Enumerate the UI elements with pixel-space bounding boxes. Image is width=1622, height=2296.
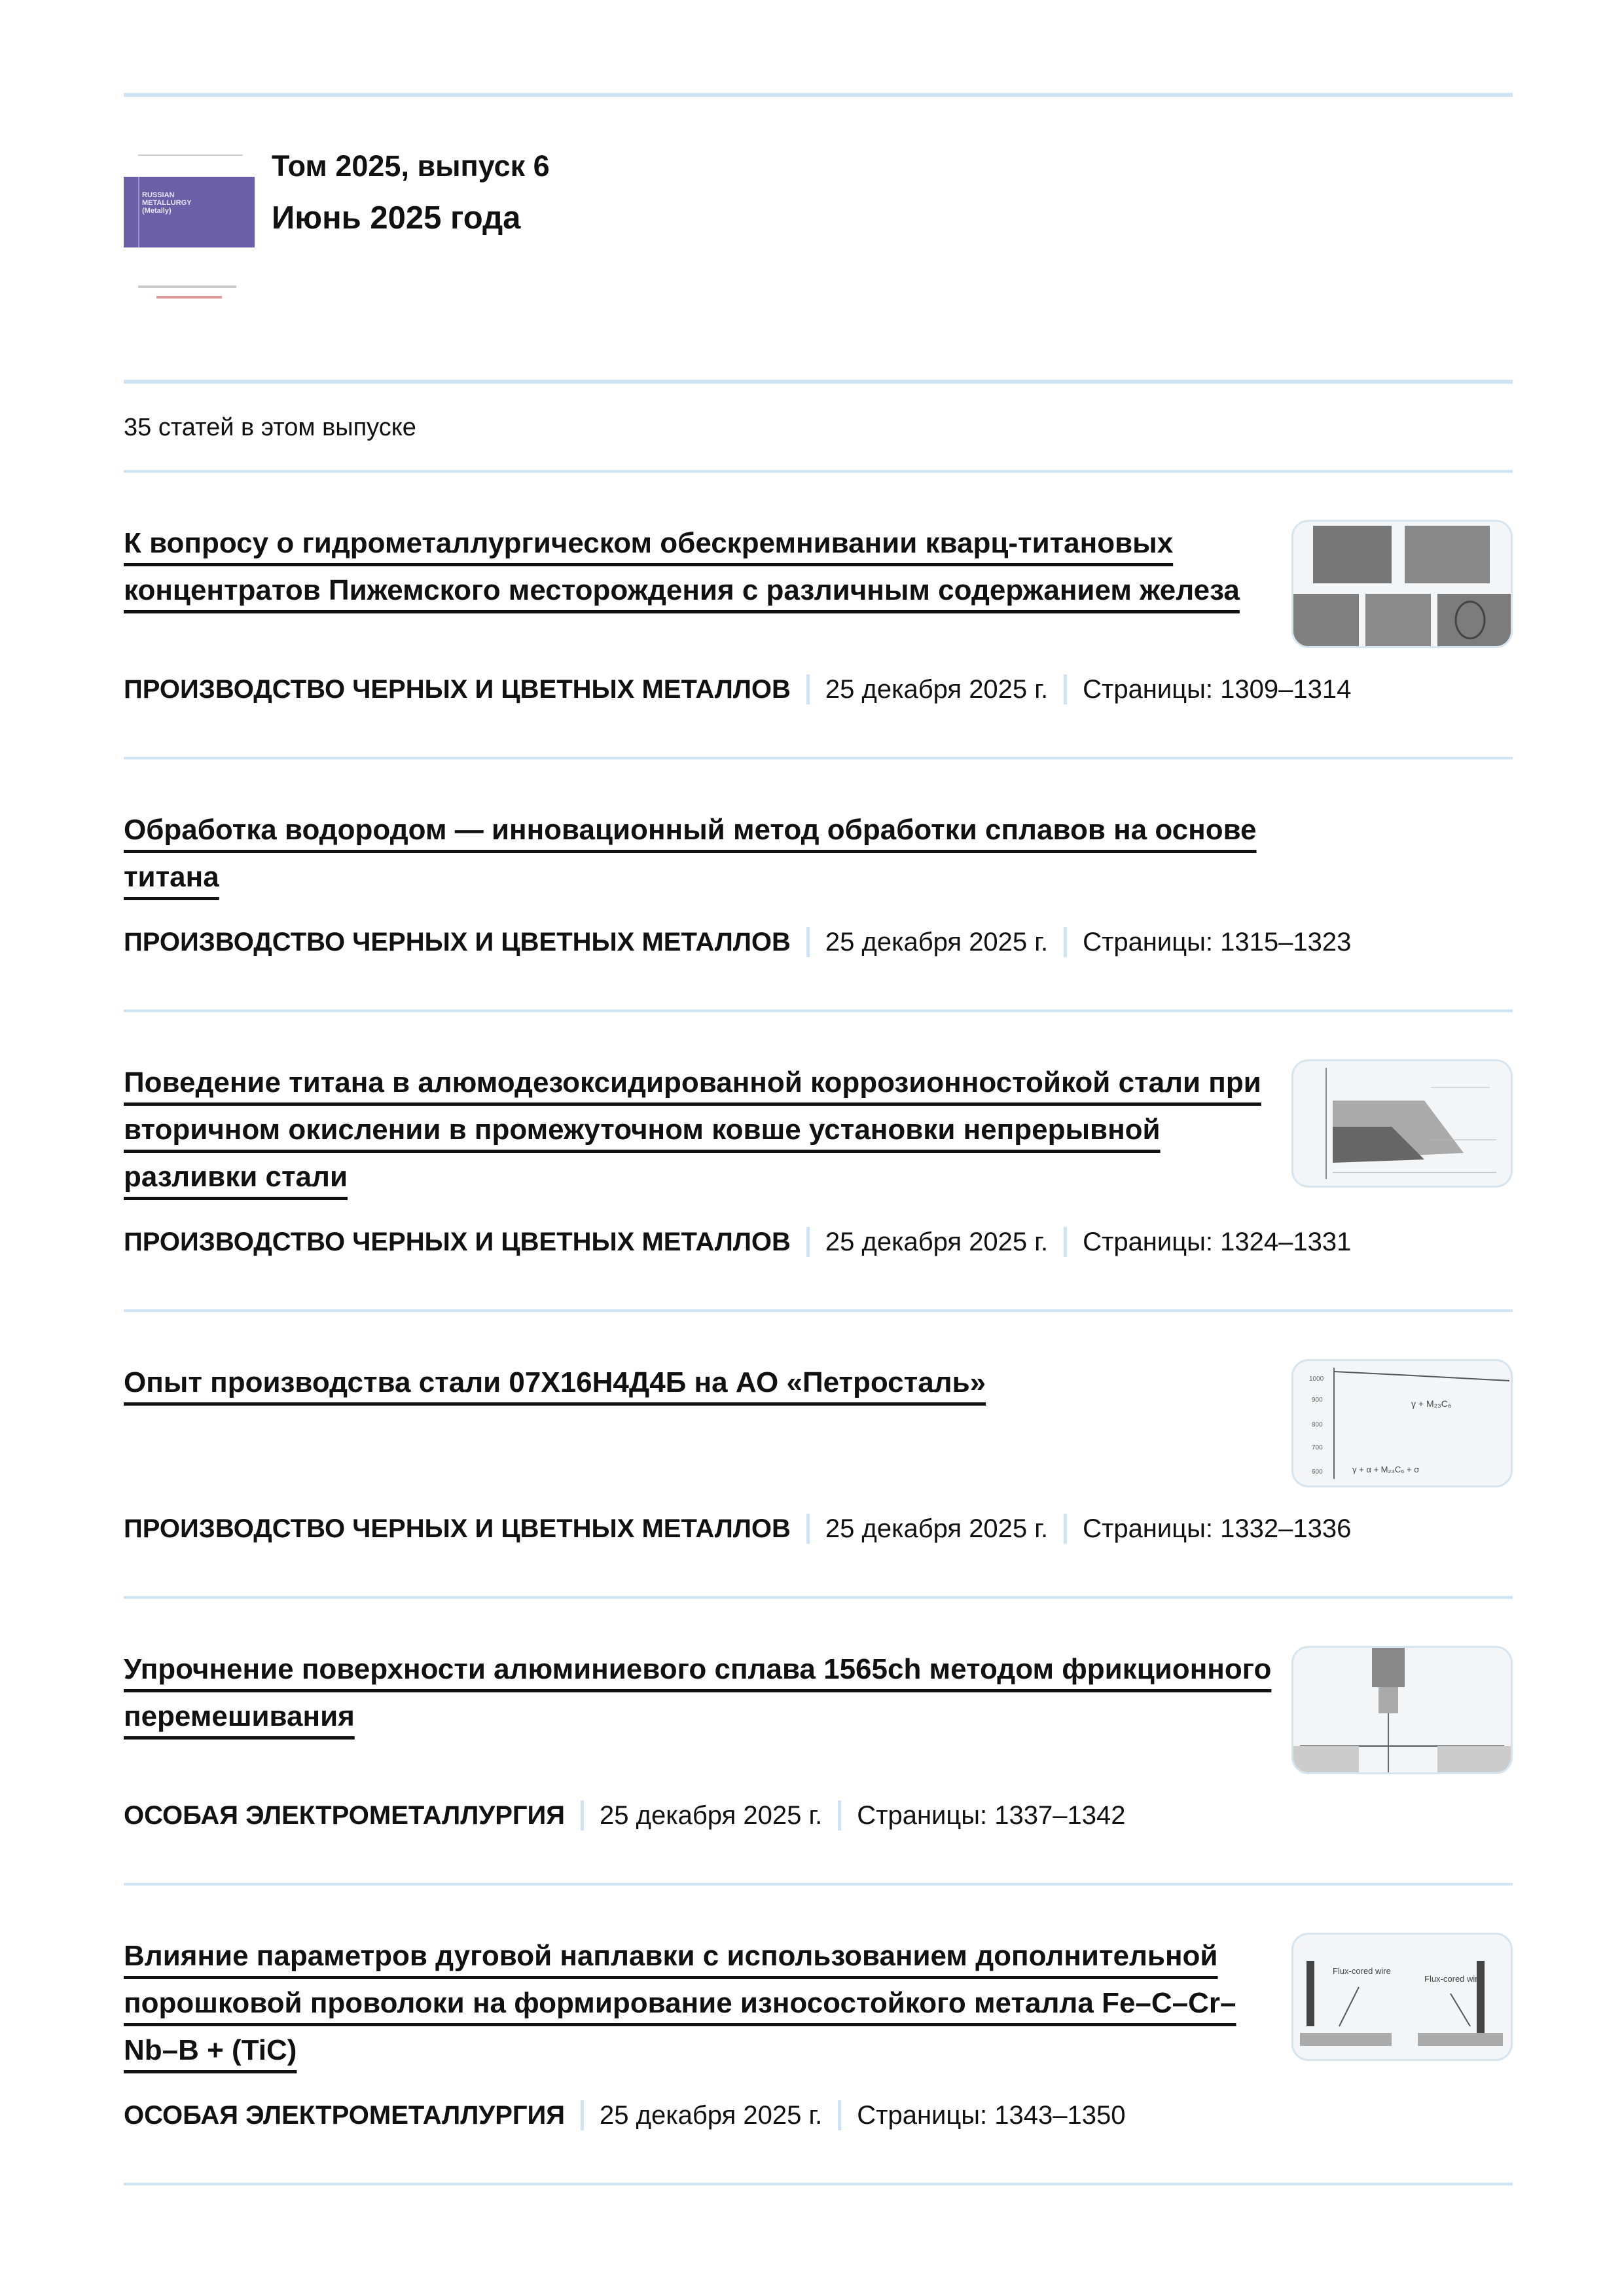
article-date: 25 декабря 2025 г. [600,2100,823,2130]
article-thumbnail-diagram[interactable] [1291,1059,1513,1188]
meta-separator [581,2100,584,2130]
svg-text:Flux-cored wire: Flux-cored wire [1424,1974,1483,1984]
article-category: ОСОБАЯ ЭЛЕКТРОМЕТАЛЛУРГИЯ [124,2100,566,2130]
issue-page [124,93,1513,2185]
issue-date: Июнь 2025 года [272,200,521,236]
article-title [124,807,1276,901]
article-count: 35 статей в этом выпуске [124,414,416,441]
meta-separator [806,1514,810,1544]
article-title-link[interactable]: Обработка водородом — инновационный метод обработки сплавов на основе титана [124,814,1257,893]
article-category: ПРОИЗВОДСТВО ЧЕРНЫХ И ЦВЕТНЫХ МЕТАЛЛОВ [124,927,791,957]
article-category: ОСОБАЯ ЭЛЕКТРОМЕТАЛЛУРГИЯ [124,1800,566,1830]
journal-cover-image[interactable]: RUSSIAN METALLURGY (Metally) [124,155,255,318]
divider [124,2183,1513,2185]
svg-text:1000: 1000 [1309,1376,1324,1383]
article-thumbnail-welding-sketch[interactable] [1291,1933,1513,2061]
article-category: ПРОИЗВОДСТВО ЧЕРНЫХ И ЦВЕТНЫХ МЕТАЛЛОВ [124,1227,791,1256]
article-date: 25 декабря 2025 г. [825,927,1049,957]
article-thumbnail-tool-sketch[interactable] [1291,1646,1513,1774]
meta-separator [838,1800,841,1831]
meta-separator [1064,1514,1067,1544]
article-item [124,1012,1513,1309]
article-meta [124,1227,1513,1257]
article-title-link[interactable]: Опыт производства стали 07Х16Н4Д4Б на АО «Петросталь» [124,1366,986,1398]
article-date: 25 декабря 2025 г. [825,674,1049,704]
article-title [124,1646,1276,1740]
meta-separator [838,2100,841,2130]
article-pages: Страницы: 1309–1314 [1083,674,1352,704]
svg-text:Flux-cored wire: Flux-cored wire [1333,1966,1391,1976]
meta-separator [806,927,810,957]
article-date: 25 декабря 2025 г. [825,1514,1049,1543]
svg-text:γ + α + M₂₃C₆ + σ: γ + α + M₂₃C₆ + σ [1352,1465,1420,1474]
article-title-link[interactable]: К вопросу о гидрометаллургическом обескремнивании кварц-титановых концентратов Пижемского месторождения с различным содержанием железа [124,527,1240,606]
svg-text:γ + M₂₃C₆: γ + M₂₃C₆ [1411,1398,1452,1409]
article-title [124,1359,1276,1406]
article-pages: Страницы: 1315–1323 [1083,927,1352,957]
article-item [124,759,1513,1010]
meta-separator [1064,674,1067,704]
issue-volume: Том 2025, выпуск 6 [272,149,550,183]
article-item [124,1599,1513,1883]
meta-separator [1064,1227,1067,1257]
article-meta [124,1800,1513,1831]
article-meta [124,674,1513,704]
article-pages: Страницы: 1343–1350 [857,2100,1126,2130]
article-list [124,473,1513,2185]
article-title-link[interactable]: Упрочнение поверхности алюминиевого сплава 1565ch методом фрикционного перемешивания [124,1653,1272,1732]
svg-text:800: 800 [1312,1421,1323,1429]
article-title-link[interactable]: Влияние параметров дуговой наплавки с использованием дополнительной порошковой проволоки на формирование износостойкого металла Fe–C–Cr–Nb–B + (TiC) [124,1940,1236,2066]
meta-separator [581,1800,584,1831]
article-meta [124,1514,1513,1544]
article-title-link[interactable]: Поведение титана в алюмодезоксидированной коррозионностойкой стали при вторичном окислении в промежуточном ковше установки непрерывной разливки стали [124,1066,1261,1193]
article-category: ПРОИЗВОДСТВО ЧЕРНЫХ И ЦВЕТНЫХ МЕТАЛЛОВ [124,1514,791,1543]
article-title [124,1059,1276,1201]
article-pages: Страницы: 1337–1342 [857,1800,1126,1830]
article-meta [124,927,1513,957]
article-category: ПРОИЗВОДСТВО ЧЕРНЫХ И ЦВЕТНЫХ МЕТАЛЛОВ [124,674,791,704]
article-date: 25 декабря 2025 г. [600,1800,823,1830]
issue-header [124,97,1513,380]
meta-separator [806,674,810,704]
svg-text:700: 700 [1312,1444,1323,1451]
article-date: 25 декабря 2025 г. [825,1227,1049,1256]
article-item [124,1886,1513,2183]
article-meta [124,2100,1513,2130]
svg-text:600: 600 [1312,1468,1323,1476]
article-item [124,473,1513,757]
article-item [124,1312,1513,1596]
article-pages: Страницы: 1324–1331 [1083,1227,1352,1256]
article-title [124,1933,1276,2074]
meta-separator [806,1227,810,1257]
svg-text:900: 900 [1312,1396,1323,1404]
meta-separator [1064,927,1067,957]
article-pages: Страницы: 1332–1336 [1083,1514,1352,1543]
article-title [124,520,1276,614]
article-thumbnail-phase-chart[interactable] [1291,1359,1513,1487]
article-thumbnail-micrographs[interactable] [1291,520,1513,648]
